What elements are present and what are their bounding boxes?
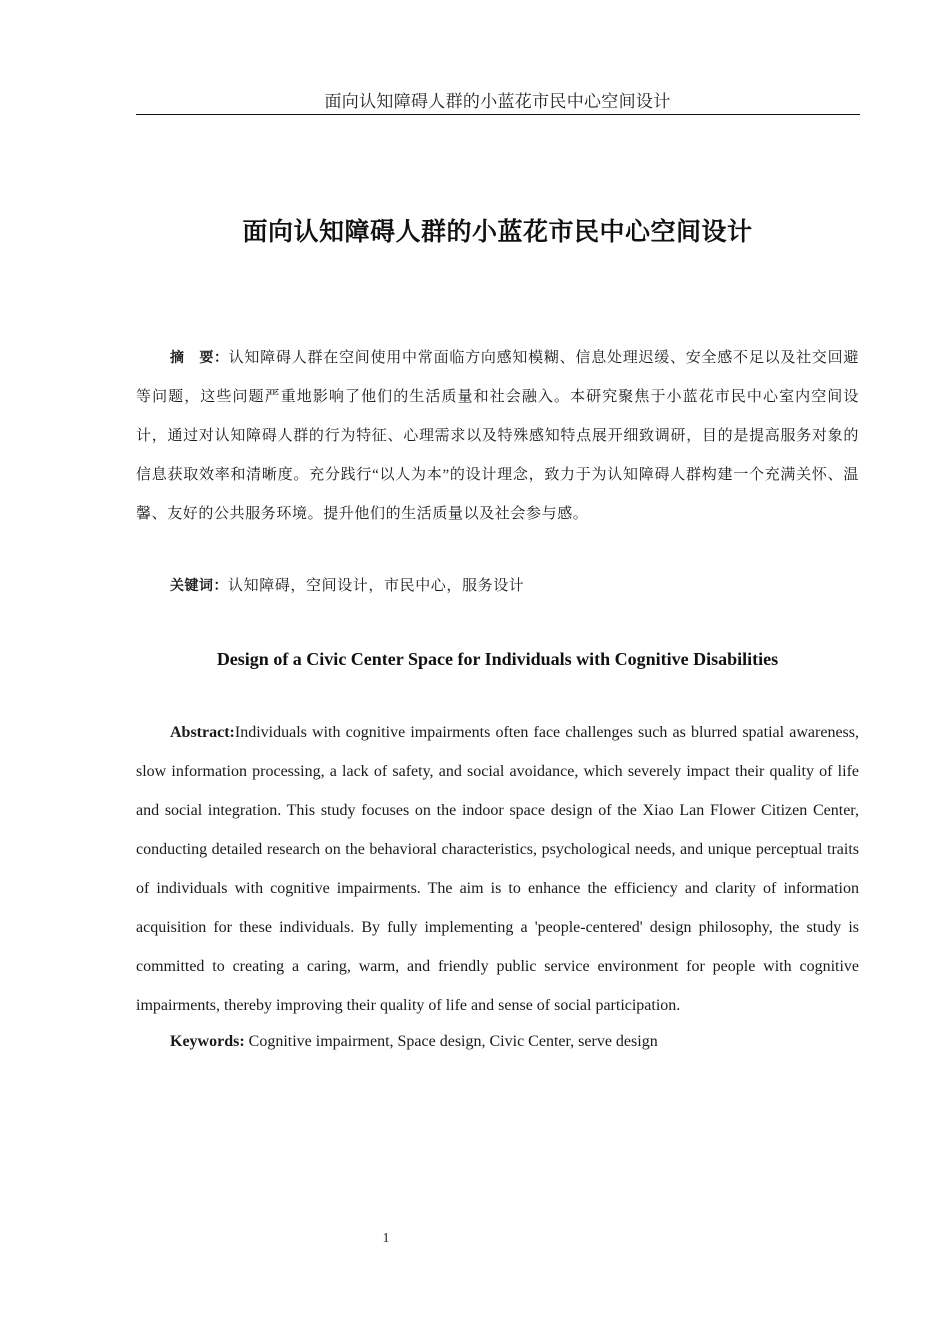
running-header: 面向认知障碍人群的小蓝花市民中心空间设计 (324, 92, 671, 111)
chinese-abstract-label: 摘 要： (170, 350, 229, 366)
english-abstract-text: Individuals with cognitive impairments often face challenges such as blurred spatial awareness, slow information processing, a lack of safety, and social avoidance, which severely impact their quality of life and social integration. This study focuses on the indoor space design of the Xiao Lan Flower Citizen Center, conducting detailed research on the behavioral characteristics, psychological needs, and unique perceptual traits of individuals with cognitive impairments. The aim is to enhance the efficiency and clarity of information acquisition for these individuals. By fully implementing a 'people-centered' design philosophy, the study is committed to creating a caring, warm, and friendly public service environment for people with cognitive impairments, thereby improving their quality of life and sense of social participation. (136, 724, 859, 1014)
chinese-abstract (136, 339, 859, 534)
chinese-abstract-text: 认知障碍人群在空间使用中常面临方向感知模糊、信息处理迟缓、安全感不足以及社交回避等问题，这些问题严重地影响了他们的生活质量和社会融入。本研究聚焦于小蓝花市民中心室内空间设计，通过对认知障碍人群的行为特征、心理需求以及特殊感知特点展开细致调研，目的是提高服务对象的信息获取效率和清晰度。充分践行“以人为本”的设计理念，致力于为认知障碍人群构建一个充满关怀、温馨、友好的公共服务环境。提升他们的生活质量以及社会参与感。 (136, 350, 859, 522)
english-keywords-text: Cognitive impairment, Space design, Civic Center, serve design (244, 1033, 658, 1050)
page-number: 1 (382, 1231, 390, 1246)
english-keywords-label: Keywords: (170, 1033, 245, 1050)
english-abstract (136, 713, 859, 1025)
english-abstract-label: Abstract: (170, 724, 235, 741)
chinese-keywords-label: 关键词： (170, 578, 228, 594)
english-keywords (136, 1027, 859, 1057)
chinese-keywords-text: 认知障碍，空间设计，市民中心，服务设计 (228, 578, 525, 594)
english-title: Design of a Civic Center Space for Individuals with Cognitive Disabilities (216, 649, 779, 669)
chinese-title: 面向认知障碍人群的小蓝花市民中心空间设计 (242, 217, 753, 246)
header-rule (136, 114, 860, 115)
chinese-keywords (136, 568, 859, 604)
